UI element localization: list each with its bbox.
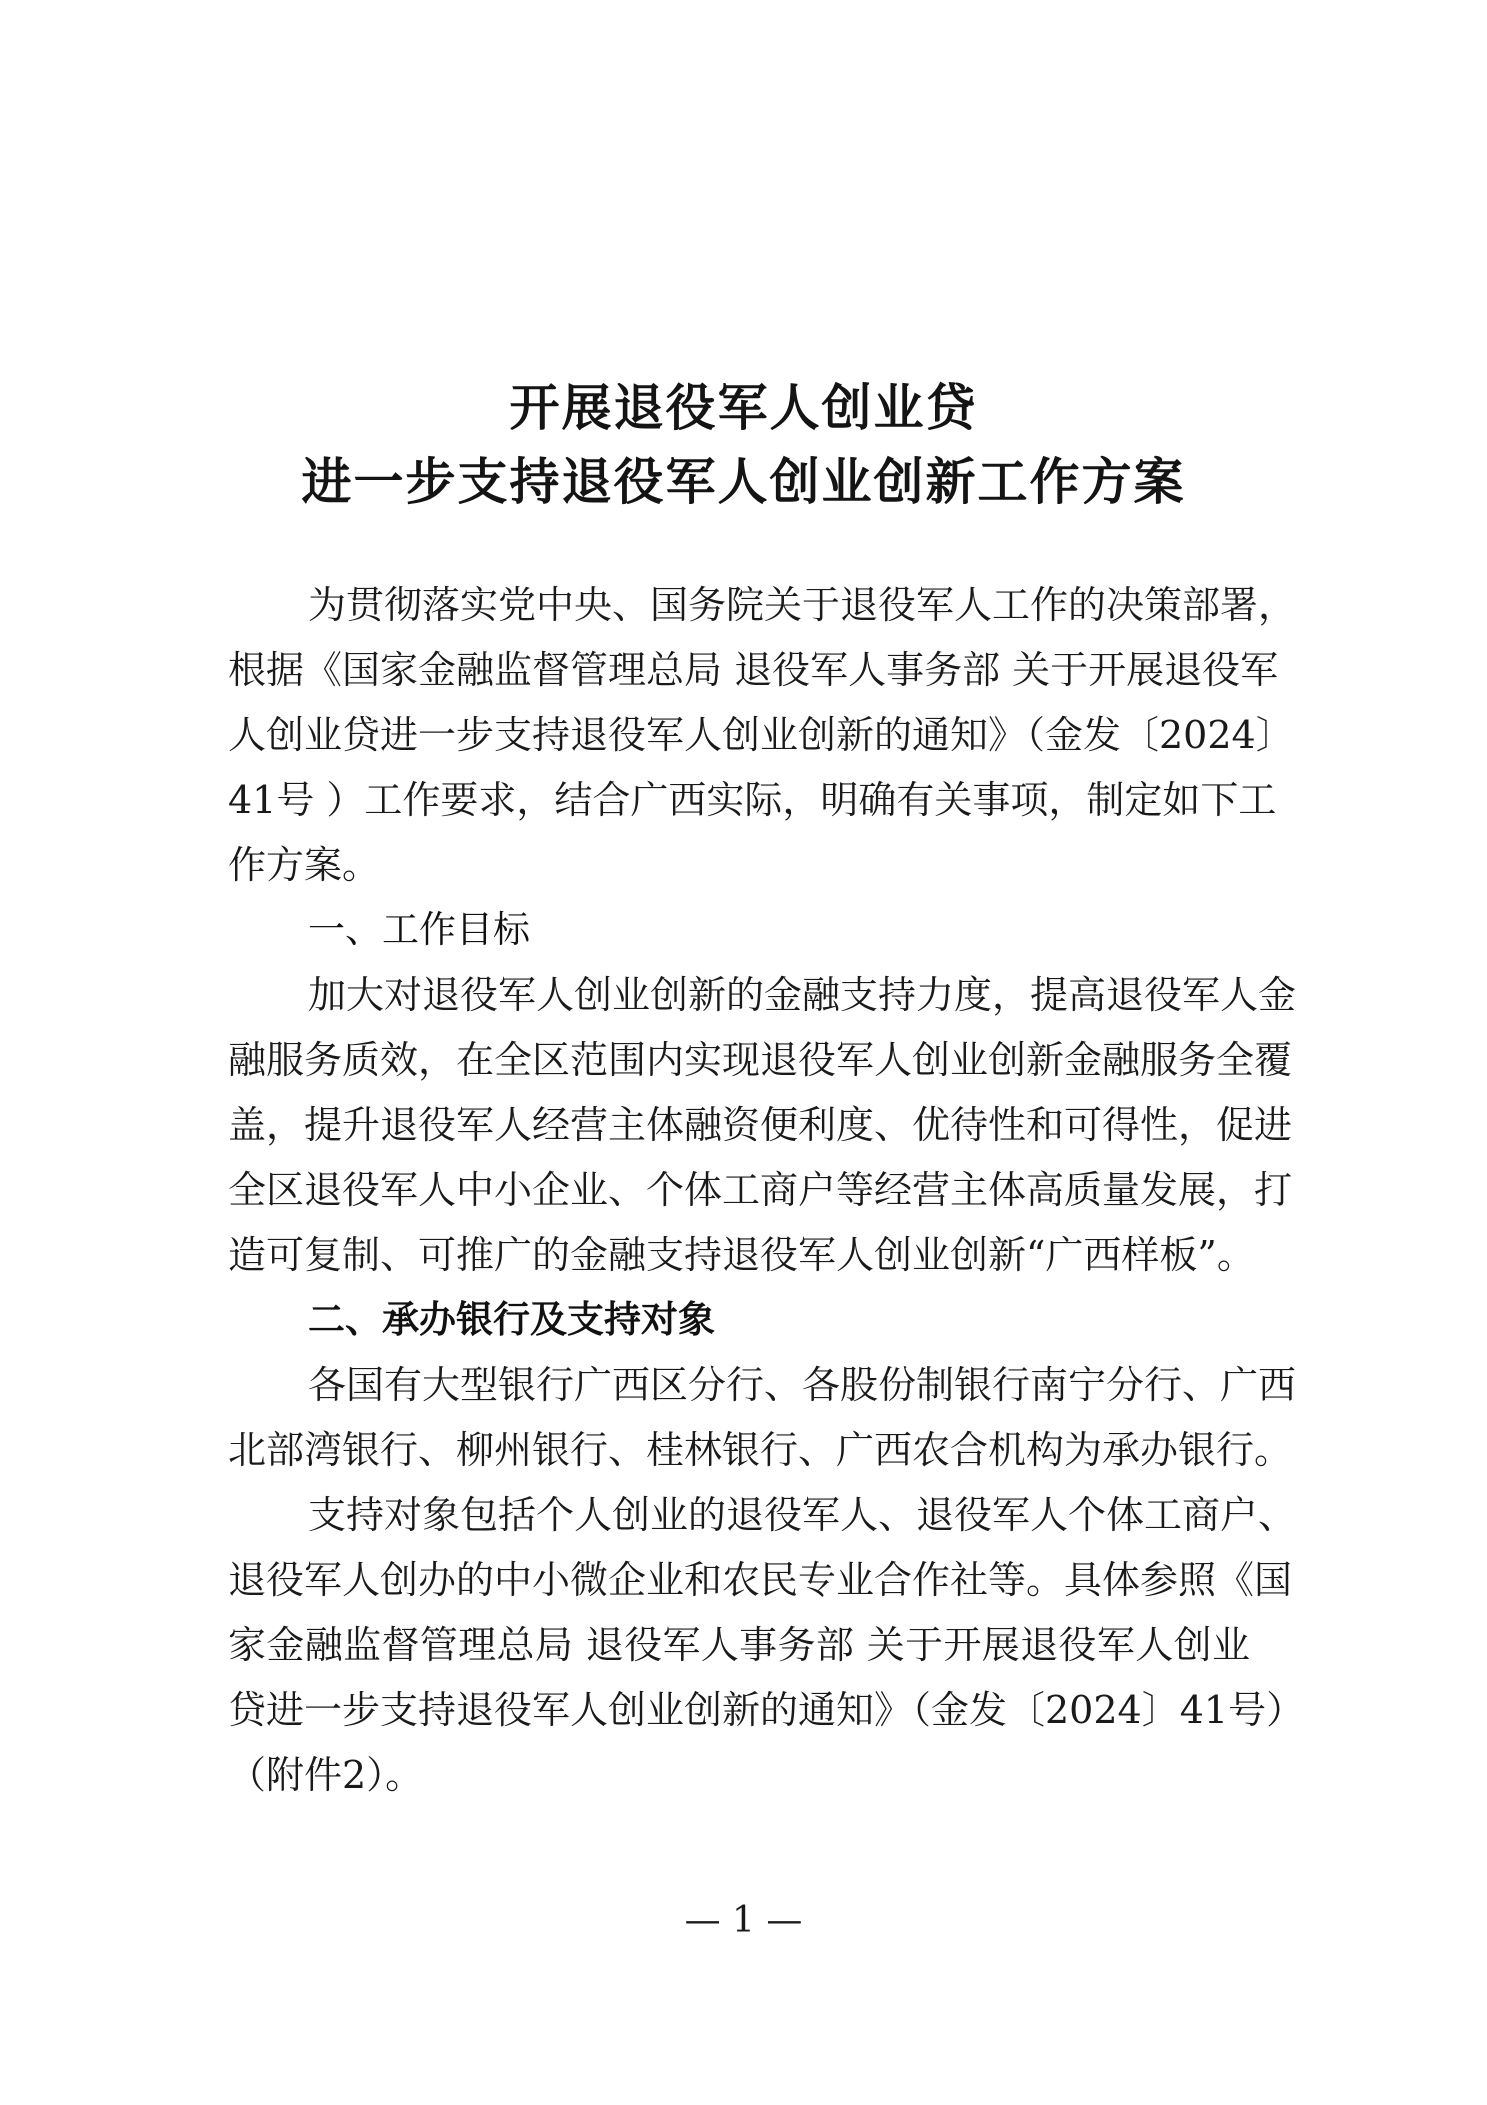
intro-line: 根据《国家金融监督管理总局 退役军人事务部 关于开展退役军 <box>228 648 1279 692</box>
intro-line: 作方案。 <box>228 843 381 887</box>
document-title-line-2: 进一步支持退役军人创业创新工作方案 <box>301 452 1186 511</box>
document-title-line-1: 开展退役军人创业贷 <box>509 378 978 437</box>
intro-line: 为贯彻落实党中央、国务院关于退役军人工作的决策部署， <box>308 583 1297 627</box>
section2-line: 支持对象包括个人创业的退役军人、退役军人个体工商户、 <box>308 1493 1297 1537</box>
section1-line: 全区退役军人中小企业、个体工商户等经营主体高质量发展，打 <box>228 1168 1293 1212</box>
section2-line: 各国有大型银行广西区分行、各股份制银行南宁分行、广西 <box>308 1363 1297 1407</box>
section2-line: 家金融监督管理总局 退役军人事务部 关于开展退役军人创业 <box>228 1623 1250 1667</box>
section1-line: 盖，提升退役军人经营主体融资便利度、优待性和可得性，促进 <box>228 1103 1293 1147</box>
section2-line: 退役军人创办的中小微企业和农民专业合作社等。具体参照《国 <box>228 1558 1293 1602</box>
section-heading-goals: 一、工作目标 <box>308 908 530 951</box>
section2-line: 贷进一步支持退役军人创业创新的通知》（金发〔2024〕41号） <box>228 1688 1305 1732</box>
section1-line: 加大对退役军人创业创新的金融支持力度，提高退役军人金 <box>308 973 1297 1017</box>
section1-line: 融服务质效，在全区范围内实现退役军人创业创新金融服务全覆 <box>228 1038 1293 1082</box>
section-heading-banks: 二、承办银行及支持对象 <box>308 1298 715 1341</box>
section2-line: （附件2）。 <box>228 1753 424 1797</box>
section1-line: 造可复制、可推广的金融支持退役军人创业创新“广西样板”。 <box>228 1233 1255 1277</box>
intro-line: 人创业贷进一步支持退役军人创业创新的通知》（金发〔2024〕 <box>228 713 1294 757</box>
intro-line: 41号 ）工作要求，结合广西实际，明确有关事项，制定如下工 <box>228 778 1277 822</box>
page-number: — 1 — <box>684 1900 803 1941</box>
section2-line: 北部湾银行、柳州银行、桂林银行、广西农合机构为承办银行。 <box>228 1428 1293 1472</box>
